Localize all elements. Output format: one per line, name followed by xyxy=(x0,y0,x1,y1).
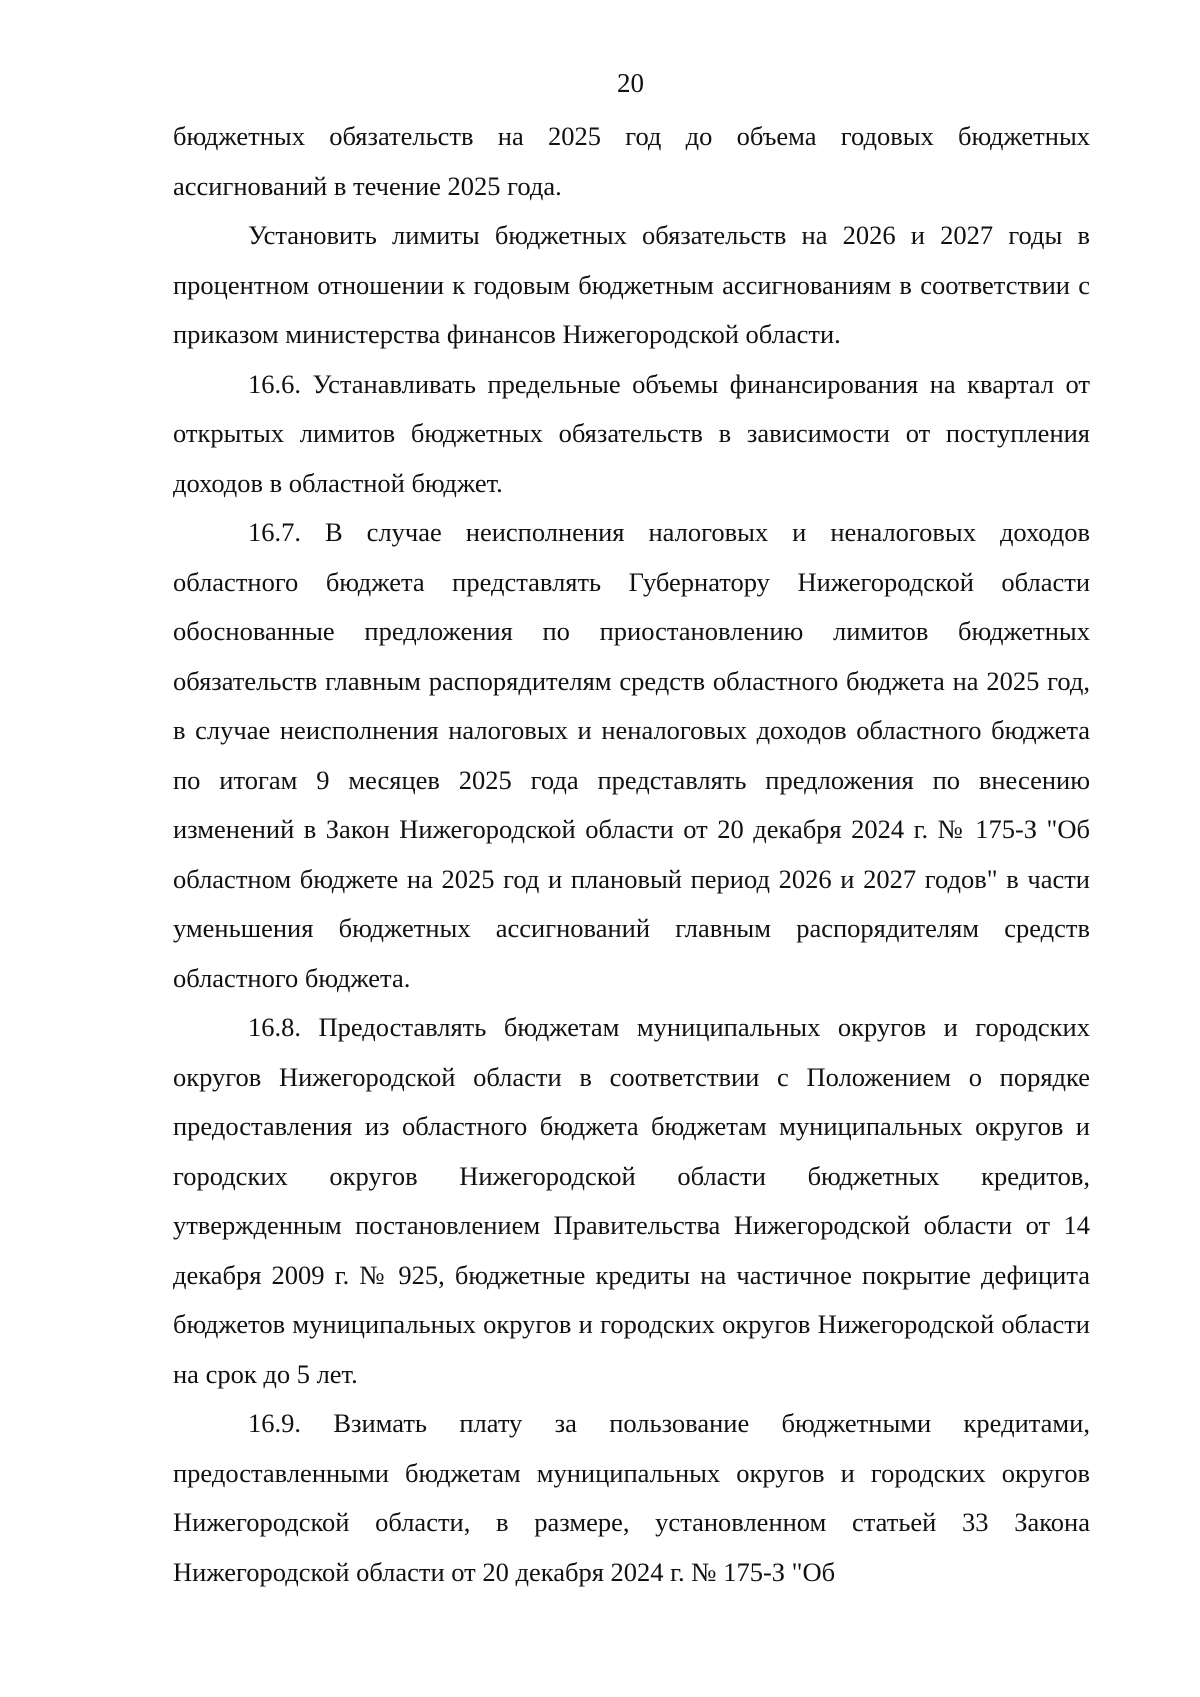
page-number: 20 xyxy=(617,68,644,98)
paragraph-16-7: 16.7. В случае неисполнения налоговых и неналоговых доходов областного бюджета представлять Губернатору Нижегородской области обоснованные предложения по приостановлению лимитов бюджетных обязательств главным распорядителям средств областного бюджета на 2025 год, в случае неисполнения налоговых и неналоговых доходов областного бюджета по итогам 9 месяцев 2025 года представлять предложения по внесению изменений в Закон Нижегородской области от 20 декабря 2024 г. № 175-З "Об областном бюджете на 2025 год и плановый период 2026 и 2027 годов" в части уменьшения бюджетных ассигнований главным распорядителям средств областного бюджета. xyxy=(173,517,1090,993)
paragraph-16-9: 16.9. Взимать плату за пользование бюджетными кредитами, предоставленными бюджетам муниципальных округов и городских округов Нижегородской области, в размере, установленном статьей 33 Закона Нижегородской области от 20 декабря 2024 г. № 175-З "Об xyxy=(173,1408,1090,1587)
paragraph-continuation: бюджетных обязательств на 2025 год до объема годовых бюджетных ассигнований в течение 2025 года. xyxy=(173,121,1090,201)
document-body xyxy=(173,112,1090,1597)
paragraph-limits-2026-2027: Установить лимиты бюджетных обязательств на 2026 и 2027 годы в процентном отношении к годовым бюджетным ассигнованиям в соответствии с приказом министерства финансов Нижегородской области. xyxy=(173,220,1090,349)
paragraph-16-6: 16.6. Устанавливать предельные объемы финансирования на квартал от открытых лимитов бюджетных обязательств в зависимости от поступления доходов в областной бюджет. xyxy=(173,368,1090,498)
paragraph-16-8: 16.8. Предоставлять бюджетам муниципальных округов и городских округов Нижегородской области в соответствии с Положением о порядке предоставления из областного бюджета бюджетам муниципальных округов и городских округов Нижегородской области бюджетных кредитов, утвержденным постановлением Правительства Нижегородской области от 14 декабря 2009 г. № 925, бюджетные кредиты на частичное покрытие дефицита бюджетов муниципальных округов и городских округов Нижегородской области на срок до 5 лет. xyxy=(173,1012,1090,1389)
